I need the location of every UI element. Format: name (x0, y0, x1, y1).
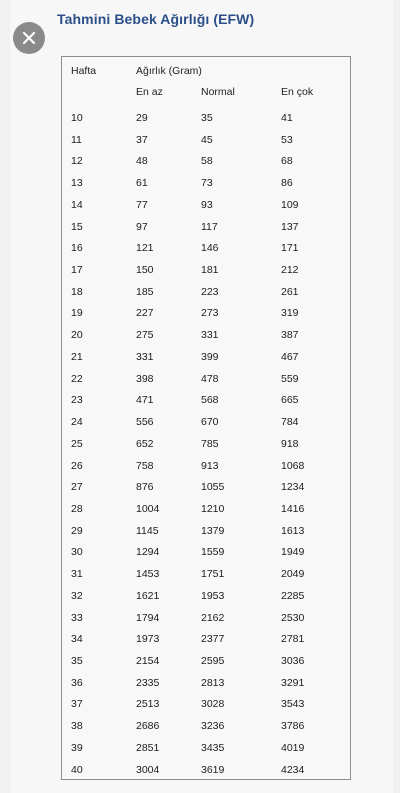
week-cell: 21 (71, 350, 83, 363)
week-cell: 23 (71, 394, 83, 407)
week-cell: 22 (71, 372, 83, 385)
max-weight-cell: 2285 (281, 589, 305, 602)
table-row (62, 108, 350, 130)
table-row (62, 586, 350, 608)
week-cell: 31 (71, 568, 83, 581)
normal-weight-cell: 1751 (201, 568, 225, 581)
min-weight-cell: 150 (136, 264, 154, 277)
week-cell: 12 (71, 155, 83, 168)
normal-weight-cell: 478 (201, 372, 219, 385)
image-viewer (10, 0, 393, 793)
week-cell: 16 (71, 242, 83, 255)
max-weight-cell: 1234 (281, 481, 305, 494)
normal-weight-cell: 223 (201, 285, 219, 298)
normal-weight-cell: 913 (201, 459, 219, 472)
normal-weight-cell: 117 (201, 220, 218, 233)
max-weight-cell: 387 (281, 329, 299, 342)
table-row (62, 238, 350, 260)
max-weight-cell: 559 (281, 372, 299, 385)
table-row (62, 456, 350, 478)
header-max: En çok (281, 86, 314, 98)
week-cell: 38 (71, 720, 83, 733)
min-weight-cell: 29 (136, 112, 148, 124)
min-weight-cell: 1294 (136, 546, 160, 559)
normal-weight-cell: 1379 (201, 524, 225, 537)
normal-weight-cell: 3619 (201, 763, 225, 776)
max-weight-cell: 467 (281, 350, 299, 363)
max-weight-cell: 665 (281, 394, 299, 407)
max-weight-cell: 86 (281, 177, 293, 190)
header-min: En az (136, 86, 163, 98)
table-row (62, 195, 350, 217)
min-weight-cell: 97 (136, 220, 148, 233)
table-row (62, 347, 350, 369)
normal-weight-cell: 399 (201, 350, 219, 363)
week-cell: 24 (71, 416, 83, 429)
max-weight-cell: 137 (281, 220, 299, 233)
min-weight-cell: 2851 (136, 741, 160, 754)
max-weight-cell: 2530 (281, 611, 305, 624)
week-cell: 39 (71, 741, 83, 754)
min-weight-cell: 556 (136, 416, 154, 429)
max-weight-cell: 1068 (281, 459, 305, 472)
normal-weight-cell: 3236 (201, 720, 225, 733)
normal-weight-cell: 3028 (201, 698, 225, 711)
normal-weight-cell: 93 (201, 198, 213, 211)
min-weight-cell: 77 (136, 198, 148, 211)
table-row (62, 173, 350, 195)
max-weight-cell: 3786 (281, 720, 305, 733)
table-row (62, 629, 350, 651)
min-weight-cell: 227 (136, 307, 154, 320)
min-weight-cell: 471 (136, 394, 154, 407)
min-weight-cell: 758 (136, 459, 154, 472)
max-weight-cell: 1613 (281, 524, 305, 537)
table-row (62, 499, 350, 521)
max-weight-cell: 261 (281, 285, 299, 298)
week-cell: 32 (71, 589, 83, 602)
table-row (62, 651, 350, 673)
min-weight-cell: 1004 (136, 502, 160, 515)
week-cell: 26 (71, 459, 83, 472)
table-row (62, 325, 350, 347)
week-cell: 20 (71, 329, 83, 342)
week-cell: 18 (71, 285, 83, 298)
min-weight-cell: 185 (136, 285, 154, 298)
table-row (62, 760, 350, 782)
min-weight-cell: 37 (136, 133, 148, 146)
min-weight-cell: 652 (136, 437, 154, 450)
table-row (62, 390, 350, 412)
max-weight-cell: 3291 (281, 676, 305, 689)
min-weight-cell: 2154 (136, 654, 160, 667)
max-weight-cell: 784 (281, 416, 299, 429)
week-cell: 28 (71, 502, 83, 515)
week-cell: 27 (71, 481, 83, 494)
normal-weight-cell: 568 (201, 394, 219, 407)
normal-weight-cell: 146 (201, 242, 219, 255)
week-cell: 37 (71, 698, 83, 711)
normal-weight-cell: 35 (201, 112, 213, 124)
table-row (62, 260, 350, 282)
max-weight-cell: 2781 (281, 633, 305, 646)
max-weight-cell: 53 (281, 133, 293, 146)
max-weight-cell: 41 (281, 112, 293, 124)
min-weight-cell: 275 (136, 329, 154, 342)
week-cell: 17 (71, 264, 83, 277)
normal-weight-cell: 181 (201, 264, 219, 277)
week-cell: 11 (71, 133, 82, 146)
page-title: Tahmini Bebek Ağırlığı (EFW) (57, 11, 255, 27)
normal-weight-cell: 331 (201, 329, 219, 342)
week-cell: 33 (71, 611, 83, 624)
week-cell: 30 (71, 546, 83, 559)
min-weight-cell: 121 (136, 242, 154, 255)
week-cell: 13 (71, 177, 83, 190)
week-cell: 40 (71, 763, 83, 776)
normal-weight-cell: 2162 (201, 611, 225, 624)
table-row (62, 673, 350, 695)
table-row (62, 542, 350, 564)
table-row (62, 369, 350, 391)
table-row (62, 694, 350, 716)
min-weight-cell: 331 (136, 350, 154, 363)
max-weight-cell: 2049 (281, 568, 305, 581)
table-body (62, 108, 350, 781)
normal-weight-cell: 58 (201, 155, 213, 168)
min-weight-cell: 1453 (136, 568, 160, 581)
table-row (62, 434, 350, 456)
close-icon (21, 30, 37, 46)
min-weight-cell: 2686 (136, 720, 160, 733)
normal-weight-cell: 1953 (201, 589, 225, 602)
normal-weight-cell: 785 (201, 437, 219, 450)
max-weight-cell: 212 (281, 264, 299, 277)
max-weight-cell: 171 (281, 242, 299, 255)
table-row (62, 738, 350, 760)
header-week: Hafta (71, 65, 97, 77)
max-weight-cell: 4019 (281, 741, 305, 754)
min-weight-cell: 1794 (136, 611, 160, 624)
normal-weight-cell: 1559 (201, 546, 225, 559)
min-weight-cell: 1145 (136, 524, 159, 537)
max-weight-cell: 3543 (281, 698, 305, 711)
normal-weight-cell: 3435 (201, 741, 225, 754)
max-weight-cell: 109 (281, 198, 299, 211)
normal-weight-cell: 73 (201, 177, 213, 190)
table-row (62, 130, 350, 152)
normal-weight-cell: 1210 (201, 502, 225, 515)
max-weight-cell: 1949 (281, 546, 305, 559)
min-weight-cell: 398 (136, 372, 154, 385)
min-weight-cell: 48 (136, 155, 148, 168)
normal-weight-cell: 2377 (201, 633, 225, 646)
table-row (62, 564, 350, 586)
max-weight-cell: 4234 (281, 763, 305, 776)
min-weight-cell: 876 (136, 481, 154, 494)
table-row (62, 716, 350, 738)
normal-weight-cell: 670 (201, 416, 219, 429)
table-row (62, 303, 350, 325)
header-weight: Ağırlık (Gram) (136, 65, 202, 77)
min-weight-cell: 61 (136, 177, 148, 190)
week-cell: 19 (71, 307, 83, 320)
min-weight-cell: 2513 (136, 698, 160, 711)
min-weight-cell: 3004 (136, 763, 160, 776)
max-weight-cell: 918 (281, 437, 299, 450)
table-row (62, 412, 350, 434)
table-row (62, 521, 350, 543)
week-cell: 10 (71, 112, 83, 124)
weight-table (61, 56, 351, 780)
max-weight-cell: 68 (281, 155, 293, 168)
normal-weight-cell: 2813 (201, 676, 225, 689)
normal-weight-cell: 273 (201, 307, 219, 320)
max-weight-cell: 319 (281, 307, 299, 320)
table-row (62, 151, 350, 173)
normal-weight-cell: 2595 (201, 654, 225, 667)
week-cell: 14 (71, 198, 83, 211)
week-cell: 34 (71, 633, 83, 646)
close-button[interactable] (13, 22, 45, 54)
normal-weight-cell: 1055 (201, 481, 225, 494)
min-weight-cell: 2335 (136, 676, 160, 689)
normal-weight-cell: 45 (201, 133, 213, 146)
week-cell: 25 (71, 437, 83, 450)
min-weight-cell: 1621 (136, 589, 160, 602)
table-row (62, 477, 350, 499)
table-row (62, 282, 350, 304)
max-weight-cell: 3036 (281, 654, 305, 667)
table-row (62, 608, 350, 630)
table-row (62, 217, 350, 239)
week-cell: 35 (71, 654, 83, 667)
week-cell: 29 (71, 524, 83, 537)
week-cell: 15 (71, 220, 83, 233)
min-weight-cell: 1973 (136, 633, 160, 646)
max-weight-cell: 1416 (281, 502, 305, 515)
header-normal: Normal (201, 86, 235, 98)
week-cell: 36 (71, 676, 83, 689)
